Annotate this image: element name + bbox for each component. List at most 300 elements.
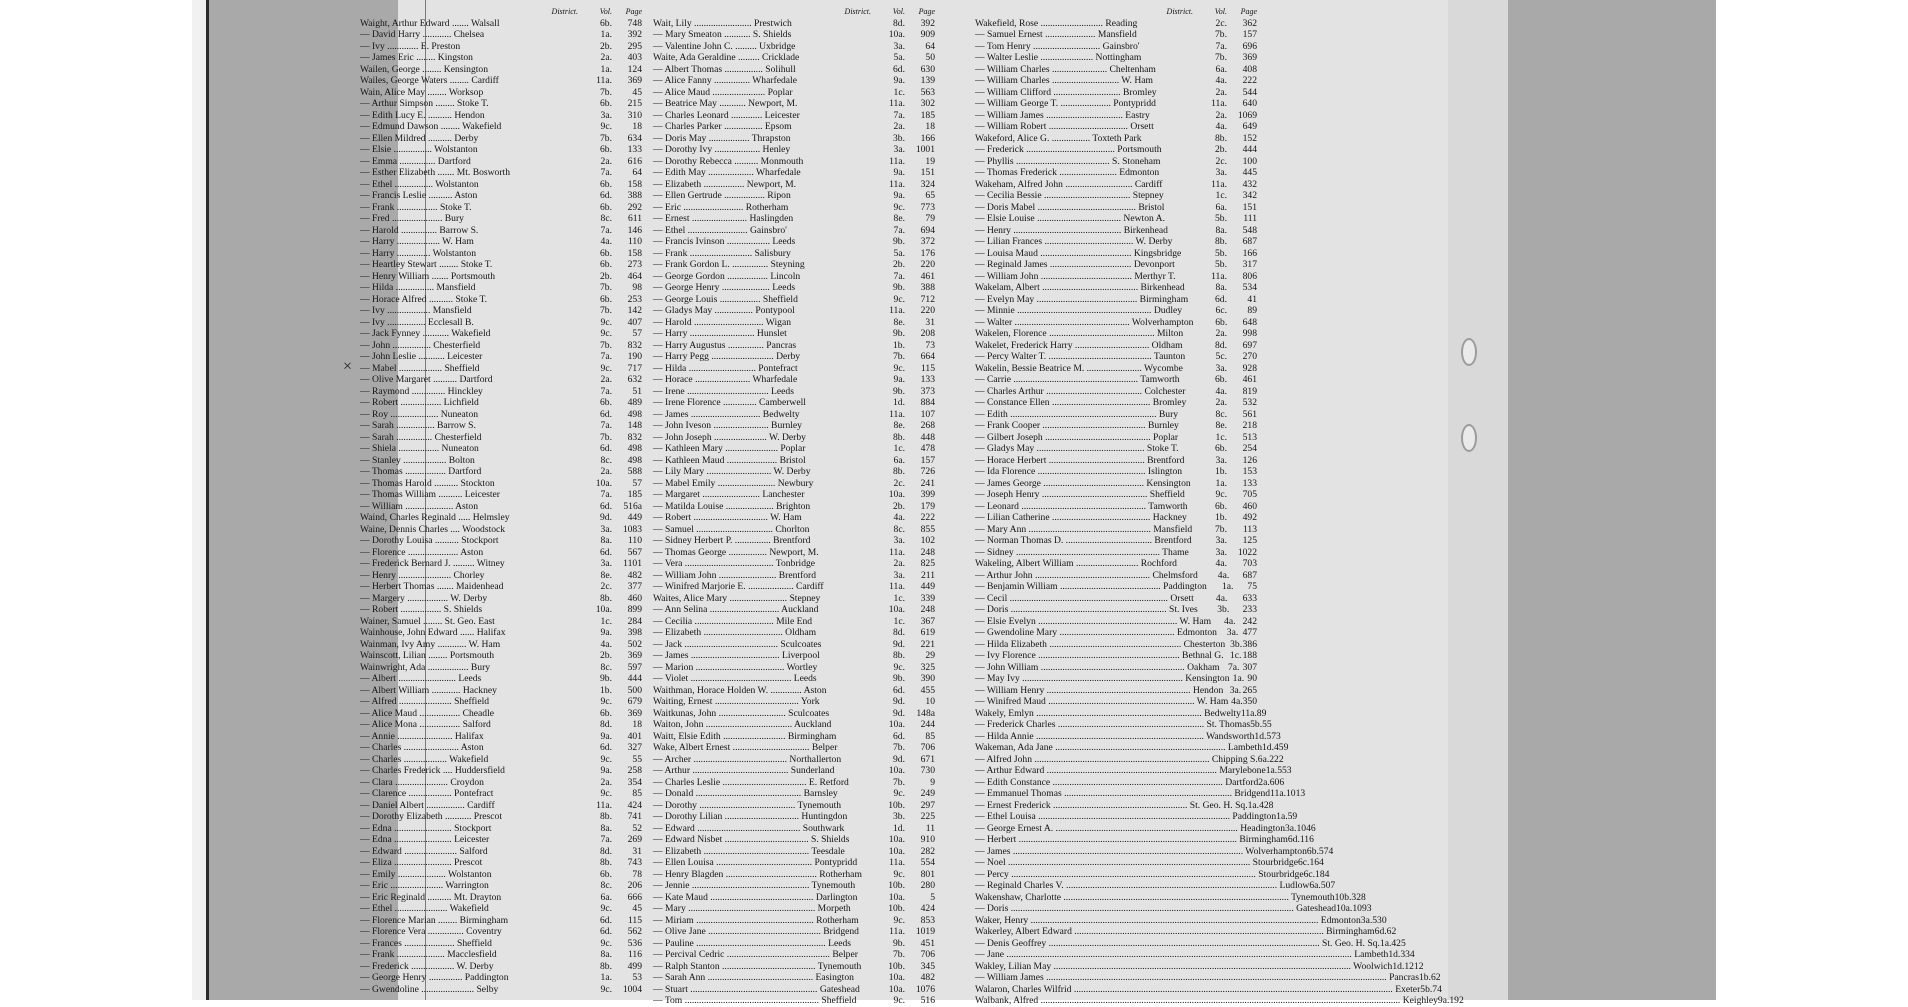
index-entry (653, 144, 935, 156)
entry-name-district: — Benjamin William .......................................... Paddington (975, 581, 1207, 592)
entry-volume: 9a. (893, 167, 905, 178)
entry-page: 59 (1287, 811, 1298, 822)
index-entry (975, 397, 1257, 409)
entry-name-district: — Sidney ............................................................ Thame (975, 546, 1189, 558)
entry-page: 269 (627, 834, 642, 845)
entry-volume: 6d. (893, 730, 905, 742)
index-entry (653, 627, 935, 639)
entry-page: 408 (1242, 63, 1257, 75)
entry-name-district: — Emily .................... Wolstanton (360, 868, 492, 880)
entry-name-district: Wailes, George Waters ........ Cardiff (360, 75, 499, 86)
index-entry (360, 535, 642, 547)
entry-name-district: — Edward ........................................... Southwark (653, 822, 845, 834)
index-entry (975, 730, 1281, 743)
entry-volume: 9d. (600, 512, 612, 523)
entry-page: 241 (920, 477, 935, 489)
entry-page: 45 (632, 86, 642, 98)
entry-volume: 9b. (893, 236, 905, 247)
index-entry (975, 271, 1257, 283)
entry-name-district: — Sidney Herbert P. ............... Brentford (653, 535, 811, 546)
entry-name-district: Waite, Ada Geraldine ......... Cricklade (653, 52, 800, 63)
entry-name-district: Wakley, Lilian May ............................................................................................................................ Woolwich (975, 960, 1393, 972)
entry-page: 492 (1242, 512, 1257, 523)
entry-page: 115 (627, 914, 642, 926)
index-entry (360, 777, 642, 789)
entry-volume: 11a. (889, 305, 905, 316)
entry-name-district: Wakerley, Albert Edward ........................................................................................................ Birmingham (975, 926, 1375, 937)
index-entry (975, 937, 1406, 950)
entry-page: 55 (1262, 719, 1272, 730)
entry-name-district: — Doris Mabel ......................................... Bristol (975, 201, 1165, 213)
entry-page: 85 (925, 730, 935, 742)
entry-page: 664 (920, 351, 935, 362)
index-entry (975, 478, 1257, 490)
entry-volume: 5a. (893, 52, 905, 63)
entry-volume: 4a. (600, 638, 612, 650)
entry-volume: 10b. (888, 903, 905, 914)
entry-page: 317 (1242, 259, 1257, 270)
entry-volume: 3b. (1217, 604, 1230, 615)
entry-name-district: Waitt, Elsie Edith .......................... Birmingham (653, 730, 837, 742)
entry-name-district: — Donald ............................................ Barnsley (653, 788, 838, 799)
entry-name-district: — Emma ............... Dartford (360, 155, 471, 167)
entry-page: 392 (920, 17, 935, 29)
entry-page: 697 (1242, 339, 1257, 351)
entry-page: 498 (627, 454, 642, 466)
entry-page: 1004 (622, 983, 642, 995)
entry-name-district: Wakelet, Frederick Harry ............................... Oldham (975, 339, 1183, 351)
index-entry (975, 121, 1257, 133)
entry-volume: 11a. (889, 178, 905, 190)
entry-page: 79 (925, 213, 935, 224)
header-district: District. (844, 7, 871, 16)
entry-page: 666 (627, 891, 642, 903)
index-entry (975, 156, 1257, 168)
index-entry (653, 317, 935, 329)
entry-name-district: — Hilda Elizabeth ....................................................... Chesterton (975, 638, 1226, 650)
entry-name-district: — Jane ................................................................................................................................................ Lambeth (975, 949, 1389, 960)
entry-page: 588 (627, 466, 642, 477)
entry-name-district: Wainman, Ivy Amy ............ W. Ham (360, 638, 501, 650)
entry-name-district: — Alice Fanny ............... Wharfedale (653, 75, 797, 86)
entry-name-district: — Francis Ivinson .................. Leeds (653, 236, 796, 247)
entry-page: 679 (627, 696, 642, 707)
entry-page: 703 (1242, 558, 1257, 569)
index-entry (653, 823, 935, 835)
entry-volume: 4a. (1215, 558, 1227, 569)
index-entry (975, 707, 1267, 720)
entry-volume: 5b. (1420, 983, 1433, 995)
entry-page: 498 (627, 408, 642, 420)
entry-name-district: — Sarah ............... Chesterfield (360, 431, 482, 443)
index-entry (975, 466, 1257, 478)
entry-volume: 9b. (893, 282, 905, 293)
index-entry (653, 719, 935, 731)
entry-page: 166 (1242, 247, 1257, 259)
entry-name-district: — John ................ Chesterfield (360, 339, 481, 351)
entry-volume: 6d. (1374, 926, 1387, 937)
entry-volume: 2a. (1258, 776, 1270, 788)
entry-name-district: — James ................................................................................................ Wolverhampton (975, 845, 1307, 857)
index-entry (360, 213, 642, 225)
entry-volume: 8e. (600, 569, 612, 581)
entry-page: 499 (627, 960, 642, 972)
entry-page: 249 (920, 788, 935, 799)
index-entry (360, 87, 642, 99)
index-entry (975, 443, 1257, 455)
entry-page: 567 (627, 546, 642, 558)
entry-name-district: Waites, Alice Mary ........................ Stepney (653, 592, 821, 604)
entry-volume: 4a. (1224, 615, 1236, 627)
entry-name-district: — Cecilia ................................. Mile End (653, 615, 813, 627)
entry-volume: 5b. (1215, 247, 1227, 259)
entry-page: 133 (920, 374, 935, 385)
entry-name-district: — Harry ........................... Hunslet (653, 328, 787, 339)
entry-page: 307 (1242, 661, 1257, 673)
entry-volume: 7a. (893, 224, 905, 236)
entry-volume: 9a. (600, 730, 612, 742)
entry-name-district: — Charles Parker ................ Epsom (653, 121, 792, 132)
entry-name-district: — Clara ...................... Croydon (360, 776, 484, 788)
entry-volume: 4a. (1217, 569, 1230, 581)
entry-name-district: — Horace ....................... Wharfedale (653, 374, 798, 385)
entry-name-district: — William .................... Aston (360, 500, 479, 512)
entry-name-district: — Ivy ............. E. Preston (360, 40, 461, 52)
entry-volume: 8e. (893, 213, 905, 224)
entry-name-district: — Ivy ................ Ecclesall B. (360, 316, 474, 328)
entry-volume: 1c. (893, 592, 905, 604)
entry-volume: 7b. (893, 351, 905, 362)
entry-name-district: Waker, Henry ........................................................................................................................ Edmonton (975, 914, 1361, 926)
entry-volume: 1c. (893, 86, 905, 98)
entry-name-district: — Edith Lucy E. .......... Hendon (360, 109, 485, 121)
entry-page: 45 (632, 903, 642, 914)
entry-volume: 6b. (600, 868, 612, 880)
entry-page: 1069 (1237, 109, 1257, 121)
index-entry (360, 167, 642, 179)
entry-volume: 2a. (600, 374, 612, 385)
entry-volume: 9a. (893, 75, 905, 86)
entry-page: 461 (1242, 374, 1257, 385)
index-entry (653, 340, 935, 352)
index-entry (975, 685, 1257, 697)
entry-volume: 9c. (600, 362, 612, 374)
index-entry (975, 41, 1257, 53)
index-entry (975, 914, 1387, 927)
index-entry (360, 432, 642, 444)
entry-name-district: Wakeford, Alice G. ................ Toxteth Park (975, 132, 1142, 144)
entry-name-district: Wait, Lily ........................ Prestwich (653, 17, 792, 29)
entry-volume: 3a. (893, 144, 905, 155)
entry-name-district: — Irene Florence .............. Camberwell (653, 397, 806, 408)
index-entry (653, 52, 935, 64)
entry-volume: 7b. (893, 949, 905, 960)
entry-name-district: — Arthur ........................................ Sunderland (653, 765, 835, 776)
index-entry (653, 788, 935, 800)
entry-name-district: — William James .............................................................................................................................................. Pancras (975, 972, 1419, 983)
entry-page: 741 (627, 811, 642, 822)
entry-name-district: Wainhouse, John Edward ...... Halifax (360, 627, 506, 638)
index-entry (975, 512, 1257, 524)
entry-volume: 10a. (888, 891, 905, 903)
index-entry (653, 501, 935, 513)
column-header (975, 6, 1257, 18)
index-entry (653, 213, 935, 225)
entry-volume: 4a. (1215, 592, 1228, 604)
entry-volume: 11a. (1270, 788, 1286, 799)
entry-name-district: Wakeman, Ada Jane ....................................................................... Lambeth (975, 742, 1262, 753)
entry-volume: 2a. (600, 776, 612, 788)
header-page: Page (1240, 7, 1257, 16)
entry-page: 553 (1277, 765, 1292, 776)
index-entry (975, 753, 1284, 766)
entry-volume: 11a. (889, 926, 905, 937)
entry-volume: 8b. (600, 857, 612, 868)
index-entry (360, 685, 642, 697)
entry-volume: 11a. (1211, 178, 1227, 190)
entry-page: 634 (627, 132, 642, 144)
entry-name-district: — Emmanuel Thomas ...................................................................... Bridgend (975, 788, 1271, 799)
entry-page: 444 (1242, 144, 1257, 155)
index-entry (975, 202, 1257, 214)
entry-volume: 4a. (893, 512, 905, 523)
entry-page: 57 (632, 328, 642, 339)
entry-volume: 3a. (1215, 454, 1227, 466)
entry-volume: 4a. (1215, 121, 1227, 132)
entry-name-district: — Stanley .................. Bolton (360, 454, 475, 466)
entry-page: 445 (1242, 167, 1257, 178)
entry-volume: 6b. (600, 247, 612, 259)
entry-volume: 6c. (1303, 868, 1316, 880)
entry-page: 51 (632, 385, 642, 397)
entry-volume: 8b. (600, 960, 612, 972)
entry-name-district: — Dorothy Ivy ................... Henley (653, 144, 791, 155)
entry-name-district: — Marion ..................................... Wortley (653, 661, 818, 673)
entry-page: 449 (627, 512, 642, 523)
header-district: District. (551, 7, 578, 16)
entry-name-district: — Clarence .................. Pontefract (360, 788, 494, 799)
entry-page: 153 (1242, 466, 1257, 477)
entry-volume: 6b. (600, 293, 612, 305)
entry-page: 928 (1242, 362, 1257, 374)
entry-page: 327 (627, 742, 642, 753)
entry-name-district: — Alice Maud ...................... Poplar (653, 86, 793, 98)
index-entry (653, 742, 935, 754)
index-entry (653, 800, 935, 812)
entry-page: 310 (627, 109, 642, 121)
index-entry (975, 351, 1257, 363)
entry-page: 220 (920, 259, 935, 270)
entry-name-district: — Lily Mary ........................... W. Derby (653, 466, 811, 477)
entry-name-district: — George Ernest A. ............................................................................ Headington (975, 822, 1285, 834)
entry-page: 489 (627, 397, 642, 408)
entry-page: 574 (1318, 845, 1334, 857)
entry-name-district: — Tom ........................................................ Sheffield (653, 995, 857, 1006)
index-entry (975, 868, 1330, 881)
entry-page: 910 (920, 834, 935, 845)
index-entry (653, 938, 935, 950)
entry-page: 407 (627, 316, 642, 328)
entry-name-district: — Thomas Harold .......... Stockton (360, 477, 495, 489)
index-entry (653, 29, 935, 41)
entry-page: 425 (1391, 937, 1406, 949)
entry-page: 460 (1242, 500, 1257, 512)
entry-name-district: Wainwright, Ada ................. Bury (360, 661, 491, 673)
entry-name-district: — Harry .............. Wolstanton (360, 247, 477, 259)
entry-name-district: — Matilda Louise .................... Brighton (653, 500, 811, 512)
entry-volume: 9c. (893, 661, 905, 673)
entry-name-district: — Cecilia Bessie .................................... Stepney (975, 190, 1164, 201)
entry-page: 31 (925, 316, 935, 328)
index-entry (653, 949, 935, 961)
entry-volume: 6b. (600, 144, 612, 155)
entry-page: 10 (925, 696, 935, 707)
entry-page: 451 (920, 937, 935, 949)
entry-page: 179 (920, 500, 935, 512)
entry-name-district: — John Leslie ........... Leicester (360, 351, 483, 362)
entry-page: 151 (920, 167, 935, 178)
entry-name-district: — Alice Maud ................. Cheadle (360, 707, 495, 719)
index-entry (653, 225, 935, 237)
entry-page: 133 (627, 144, 642, 155)
entry-volume: 6b. (600, 201, 612, 213)
entry-page: 192 (1449, 995, 1464, 1006)
entry-name-district: — Stuart ..................................................... Gateshead (653, 983, 860, 995)
entry-name-district: — Joseph Henry ............................................ Sheffield (975, 489, 1185, 500)
index-entry (653, 351, 935, 363)
index-entry (975, 650, 1257, 662)
entry-name-district: — Esther Elizabeth ....... Mt. Bosworth (360, 167, 511, 178)
entry-name-district: Wakefield, Rose .......................... Reading (975, 17, 1138, 29)
entry-page: 369 (627, 650, 642, 661)
entry-page: 89 (1256, 707, 1267, 719)
entry-name-district: — George Henry .................... Leeds (653, 282, 796, 293)
index-entry (360, 823, 642, 835)
index-entry (360, 547, 642, 559)
entry-volume: 2c. (1215, 155, 1227, 167)
entry-page: 899 (627, 604, 642, 615)
entry-page: 334 (1400, 949, 1415, 960)
entry-name-district: — Arthur John ................................................ Chelmsford (975, 569, 1198, 581)
entry-name-district: — Harold ............................. Wigan (653, 316, 791, 328)
entry-volume: 11a. (889, 857, 905, 868)
entry-volume: 5c. (1215, 351, 1227, 362)
index-entry (360, 466, 642, 478)
index-entry (975, 328, 1257, 340)
entry-volume: 3b. (893, 811, 905, 822)
entry-page: 324 (920, 178, 935, 190)
entry-volume: 9d. (893, 753, 905, 765)
entry-name-district: — Elizabeth ............................................ Teesdale (653, 845, 845, 857)
entry-name-district: — Jack Fynney ........... Wakefield (360, 328, 491, 339)
entry-name-district: — Frank .......................... Salisbury (653, 247, 791, 259)
entry-page: 855 (920, 523, 935, 535)
entry-page: 401 (627, 730, 642, 742)
entry-volume: 10a. (888, 719, 905, 730)
entry-volume: 1a. (1247, 799, 1260, 811)
entry-page: 133 (1242, 477, 1257, 489)
entry-page: 157 (920, 454, 935, 466)
entry-volume: 11a. (889, 408, 905, 420)
entry-page: 297 (920, 799, 935, 811)
entry-volume: 6d. (600, 546, 612, 558)
index-entry (360, 731, 642, 743)
index-entry (975, 409, 1257, 421)
entry-volume: 9b. (600, 673, 612, 684)
entry-name-district: — Frank .................... Macclesfield (360, 949, 497, 960)
entry-page: 339 (920, 592, 935, 604)
entry-volume: 5a. (893, 247, 905, 259)
entry-volume: 6d. (600, 742, 612, 753)
entry-volume: 2b. (893, 500, 905, 512)
entry-page: 372 (920, 236, 935, 247)
index-entry (360, 225, 642, 237)
entry-volume: 11a. (596, 75, 612, 86)
entry-page: 730 (920, 765, 935, 776)
entry-volume: 2a. (600, 155, 612, 167)
entry-name-district: — Kathleen Mary ...................... Poplar (653, 443, 806, 454)
entry-name-district: — Edmund Dawson ........ Wakefield (360, 121, 502, 132)
entry-volume: 3a. (893, 535, 905, 546)
entry-volume: 9d. (893, 638, 905, 650)
index-entry (360, 581, 642, 593)
index-entry (975, 719, 1272, 731)
entry-volume: 2a. (1215, 109, 1227, 121)
entry-name-district: — Shiela ................. Nuneaton (360, 443, 479, 454)
entry-page: 18 (632, 719, 642, 730)
entry-name-district: — Gwendoline ...................... Selby (360, 983, 499, 995)
entry-name-district: — Eric ......................... Rotherham (653, 201, 789, 213)
entry-name-district: Wake, Albert Ernest ................................ Belper (653, 742, 838, 753)
index-entry (653, 593, 935, 605)
entry-page: 398 (627, 627, 642, 638)
index-entry (653, 834, 935, 846)
entry-page: 248 (920, 546, 935, 558)
entry-name-district: — Edith Constance ....................................................................... Dartford (975, 776, 1259, 788)
entry-page: 270 (1242, 351, 1257, 362)
index-entry (653, 604, 935, 616)
entry-page: 819 (1242, 385, 1257, 397)
entry-page: 73 (925, 339, 935, 351)
entry-name-district: — Mary Smeaton ........... S. Shields (653, 29, 792, 40)
entry-name-district: — Hilda ............................ Pontefract (653, 362, 798, 374)
index-entry (975, 581, 1257, 593)
index-entry (360, 202, 642, 214)
index-entry (360, 489, 642, 501)
entry-page: 597 (627, 661, 642, 673)
entry-page: 459 (1274, 742, 1289, 753)
entry-volume: 11a. (889, 155, 905, 167)
index-entry (360, 616, 642, 628)
index-entry (975, 167, 1257, 179)
entry-name-district: — Robert ............................... W. Ham (653, 512, 802, 523)
index-entry (360, 788, 642, 800)
entry-page: 377 (627, 581, 642, 592)
entry-page: 449 (920, 581, 935, 592)
entry-page: 671 (920, 753, 935, 765)
index-entry (360, 236, 642, 248)
index-entry (975, 294, 1257, 306)
entry-volume: 6b. (600, 397, 612, 408)
entry-page: 254 (1242, 443, 1257, 454)
index-entry (360, 811, 642, 823)
entry-volume: 1d. (893, 397, 905, 408)
entry-volume: 9d. (893, 696, 905, 707)
index-entry (975, 432, 1257, 444)
entry-page: 1093 (1352, 903, 1372, 914)
index-entry (653, 650, 935, 662)
index-entry (360, 455, 642, 467)
